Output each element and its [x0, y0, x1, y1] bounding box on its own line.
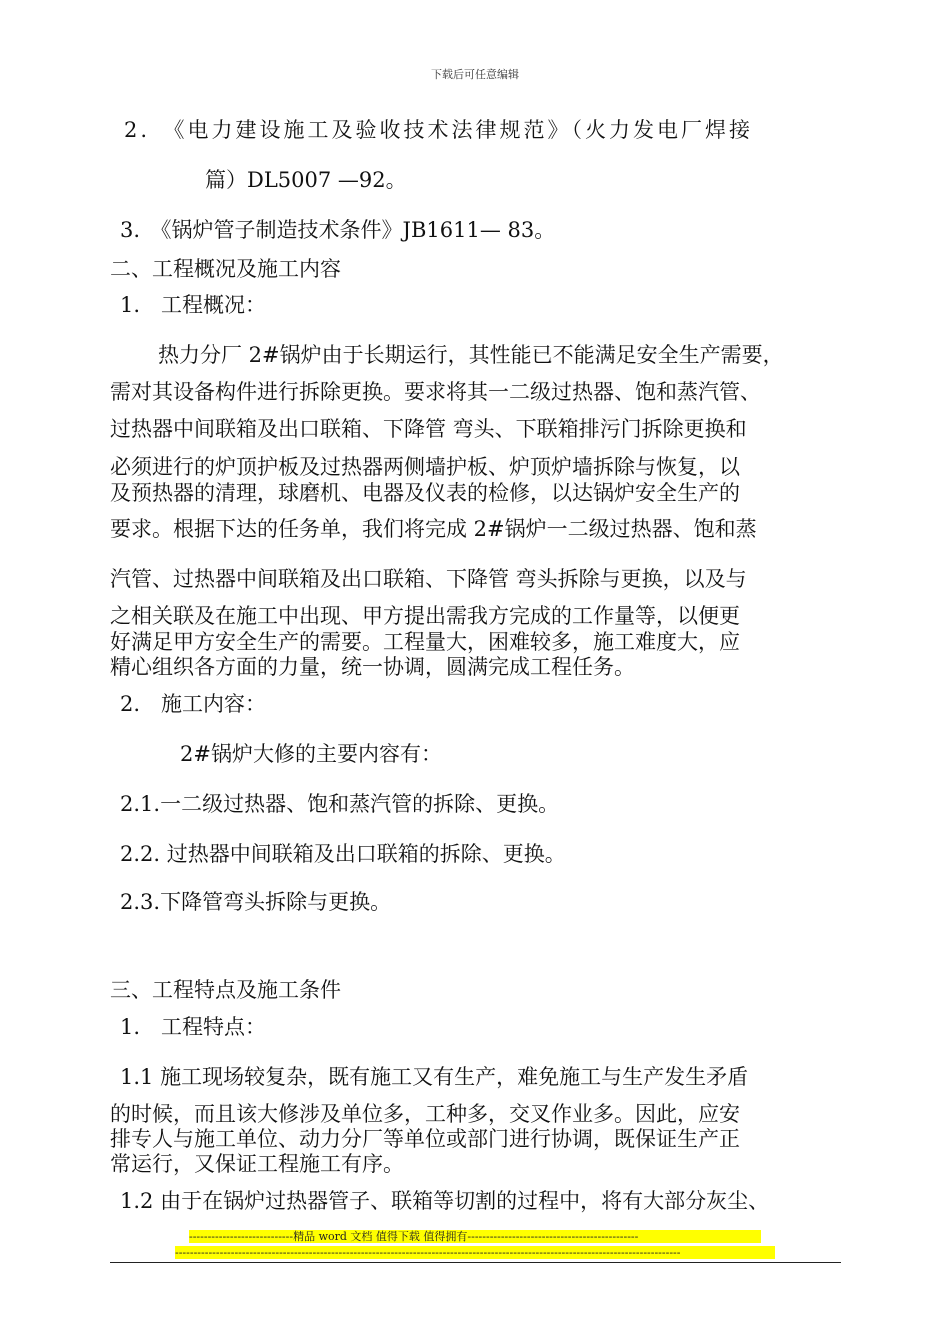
overview-line-10: 精心组织各方面的力量，统一协调，圆满完成工程任务。 [110, 655, 635, 679]
overview-line-8: 之相关联及在施工中出现、甲方提出需我方完成的工作量等，以便更 [110, 604, 740, 628]
content-item-2-1: 2.1.一二级过热器、饱和蒸汽管的拆除、更换。 [120, 792, 560, 816]
feature-1-2-line-1: 1.2 由于在锅炉过热器管子、联箱等切割的过程中，将有大部分灰尘、 [120, 1189, 770, 1213]
section-2-sub-2: 2. 施工内容： [120, 692, 267, 716]
overview-line-1: 热力分厂 2#锅炉由于长期运行，其性能已不能满足安全生产需要， [158, 343, 784, 367]
reference-item-2-line1: 2. 《电力建设施工及验收技术法律规范》（火力发电厂焊接 [124, 118, 754, 142]
feature-1-1-line-4: 常运行，又保证工程施工有序。 [110, 1152, 404, 1176]
section-2-sub-1: 1. 工程概况： [120, 293, 267, 317]
content-intro: 2#锅炉大修的主要内容有： [180, 742, 442, 766]
reference-item-2-line2: 篇）DL5007 —92。 [205, 168, 407, 192]
content-item-2-3: 2.3.下降管弯头拆除与更换。 [120, 890, 392, 914]
page-header: 下载后可任意编辑 [431, 68, 519, 81]
reference-item-3: 3. 《锅炉管子制造技术条件》JB1611— 83。 [120, 218, 556, 242]
overview-line-4: 必须进行的炉顶护板及过热器两侧墙护板、炉顶炉墙拆除与恢复，以 [110, 455, 740, 479]
section-3-heading: 三、工程特点及施工条件 [110, 978, 341, 1002]
feature-1-1-line-1: 1.1 施工现场较复杂，既有施工又有生产，难免施工与生产发生矛盾 [120, 1065, 749, 1089]
overview-line-3: 过热器中间联箱及出口联箱、下降管 弯头、下联箱排污门拆除更换和 [110, 417, 747, 441]
overview-line-6: 要求。根据下达的任务单，我们将完成 2#锅炉一二级过热器、饱和蒸 [110, 517, 757, 541]
footer-divider [110, 1262, 841, 1263]
footer-highlight-banner: ----------------------------精品 word 文档 值得下载 值得拥有---------------------------------------------- [189, 1230, 761, 1243]
content-item-2-2: 2.2. 过热器中间联箱及出口联箱的拆除、更换。 [120, 842, 566, 866]
feature-1-1-line-3: 排专人与施工单位、动力分厂等单位或部门进行协调，既保证生产正 [110, 1127, 740, 1151]
footer-highlight-dashes: ---------------------------------------------------------------------------------------------------------------------------------------- [175, 1246, 775, 1259]
overview-line-9: 好满足甲方安全生产的需要。工程量大，困难较多，施工难度大，应 [110, 630, 740, 654]
section-2-heading: 二、工程概况及施工内容 [110, 257, 341, 281]
overview-line-2: 需对其设备构件进行拆除更换。要求将其一二级过热器、饱和蒸汽管、 [110, 380, 761, 404]
section-3-sub-1: 1. 工程特点： [120, 1015, 267, 1039]
overview-line-5: 及预热器的清理，球磨机、电器及仪表的检修，以达锅炉安全生产的 [110, 481, 740, 505]
feature-1-1-line-2: 的时候，而且该大修涉及单位多，工种多，交叉作业多。因此，应安 [110, 1102, 740, 1126]
overview-line-7: 汽管、过热器中间联箱及出口联箱、下降管 弯头拆除与更换，以及与 [110, 567, 747, 591]
